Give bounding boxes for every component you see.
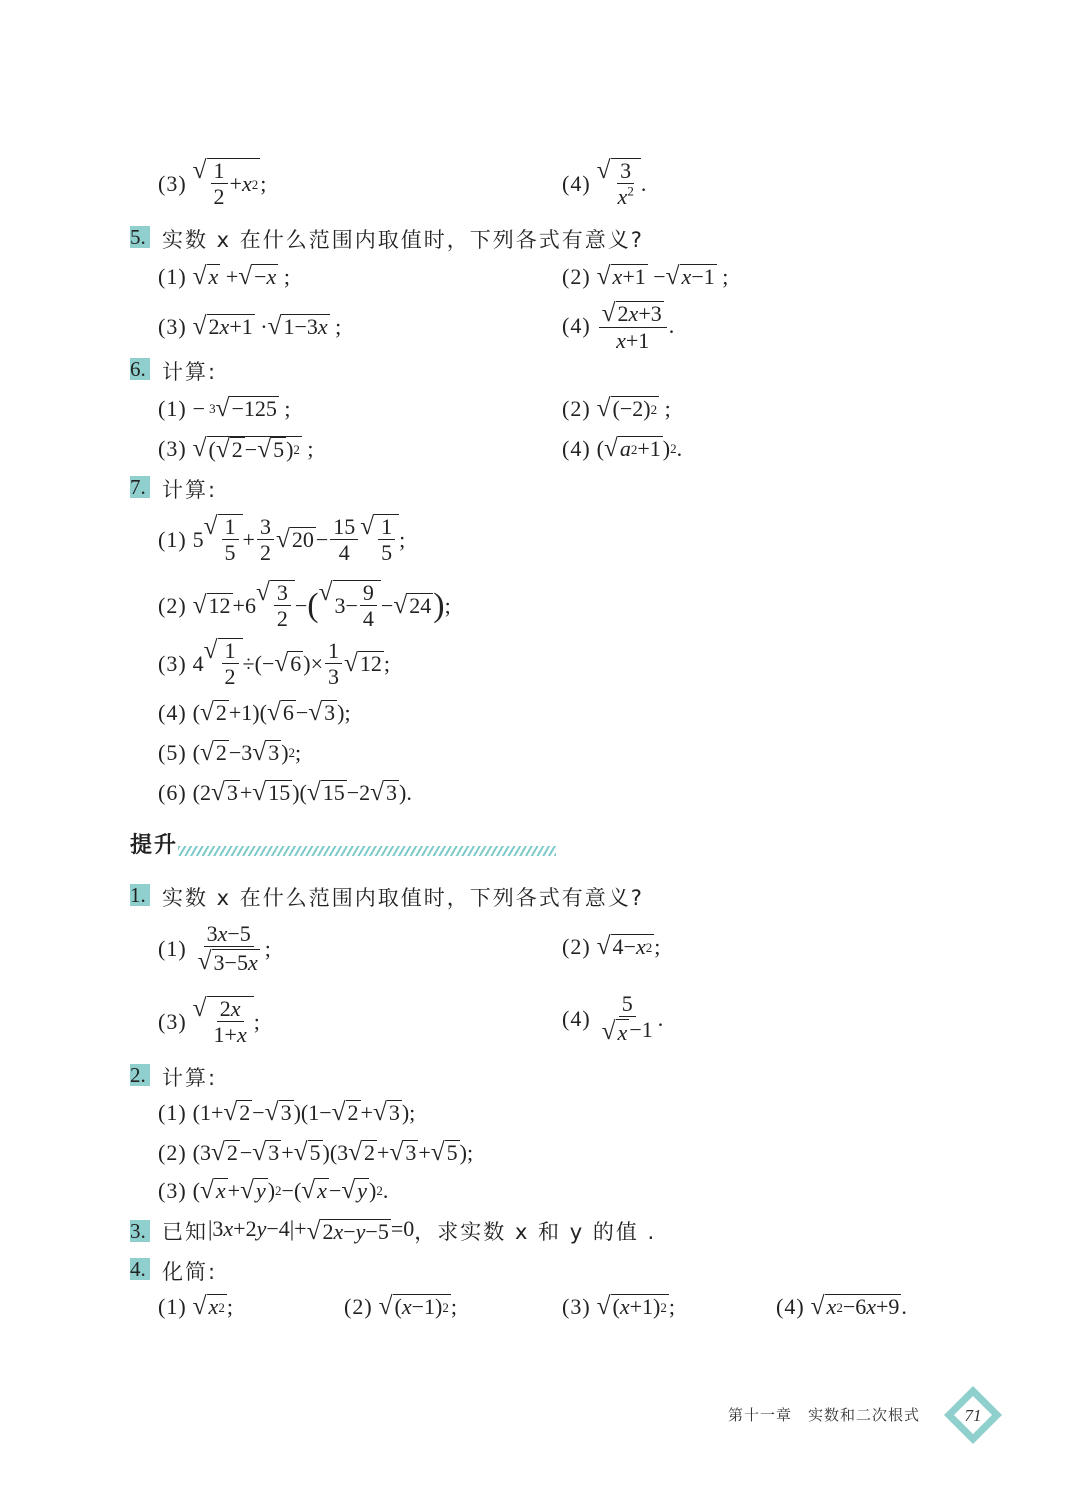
question-prompt: 计算: [162, 360, 218, 384]
chapter-title: 第十一章 实数和二次根式 [728, 1406, 921, 1424]
q7-part-5: (5) ( √ 2 −3 √ 3 ) 2 ; [158, 738, 302, 766]
page-number-badge [942, 1384, 1004, 1446]
q6-part-4: (4) ( √ a 2 +1 ) 2 . [562, 434, 683, 462]
q7-part-4: (4) ( √ 2 +1)( √ 6 − √ 3 ); [158, 698, 351, 726]
q5-part-2: (2) √ x +1 − √ x −1 ; [562, 262, 729, 290]
t1-part-4: (4) 5 √ x −1 . [562, 991, 664, 1045]
q7-part-2: (2) √ 12 +6 √ 3 2 − ( √ 3− 9 4 − √ 24 ) ; [158, 578, 451, 632]
section-header [130, 828, 178, 860]
question-number: 1. [130, 884, 150, 906]
question-number: 5. [130, 226, 150, 248]
question-prompt: 计算: [162, 1066, 218, 1090]
q7-part-1: (1) 5 √ 1 5 + 3 2 √ 20 − 15 4 √ 1 5 ; [158, 512, 406, 566]
t1-part-3: (3) √ 2x 1+x ; [158, 994, 260, 1048]
q6-part-3: (3) √ ( √ 2 − √ 5 ) 2 ; [158, 434, 314, 463]
t2-part-3: (3) ( √ x + √ y ) 2 −( √ x − √ y ) 2 . [158, 1176, 389, 1204]
question-prompt: 计算: [162, 478, 218, 502]
t4-part-4: (4) √ x 2 −6 x +9 . [776, 1292, 907, 1320]
q5-part-3: (3) √ 2 x +1 · √ 1−3 x ; [158, 312, 342, 340]
q4-part-4: (4) √ 3 $x^2$ . [562, 156, 647, 210]
question-number: 3. [130, 1220, 150, 1242]
question-number: 6. [130, 358, 150, 380]
t4-part-2: (2) √ ( x −1) 2 ; [344, 1292, 457, 1320]
t2-part-2: (2) (3 √ 2 − √ 3 + √ 5 )(3 √ 2 + √ 3 + √ 5 ); [158, 1138, 474, 1166]
question-prompt: 已知 |3x+2y−4|+ √ 2 x − y −5 =0 ，求实数 x 和 y 的值 . [162, 1216, 657, 1245]
question-number: 4. [130, 1258, 150, 1280]
section-title: 提升 [130, 833, 179, 858]
question-prompt: 实数 x 在什么范围内取值时，下列各式有意义? [162, 228, 644, 252]
t2-part-1: (1) (1+ √ 2 − √ 3 )(1− √ 2 + √ 3 ); [158, 1098, 416, 1126]
q5-part-1: (1) √ x + √ − x ; [158, 262, 290, 290]
t1-part-1: (1) 3x−5 √ 3−5 x ; [158, 921, 271, 975]
t4-part-1: (1) √ x 2 ; [158, 1292, 233, 1320]
q6-part-2: (2) √ (−2) 2 ; [562, 394, 671, 422]
question-number: 7. [130, 476, 150, 498]
q5-part-4: (4) √ 2 x +3 x+1 . [562, 299, 675, 353]
question-prompt: 化简: [162, 1260, 218, 1284]
section-hatch [178, 846, 556, 856]
q7-part-6: (6) (2 √ 3 + √ 15 )( √ 15 −2 √ 3 ). [158, 778, 412, 806]
t1-part-2: (2) √ 4− x 2 ; [562, 932, 661, 960]
q7-part-3: (3) 4 √ 1 2 ÷(− √ 6 )× 1 3 √ 12 ; [158, 636, 390, 690]
q6-part-1: (1) − 3 √ −125 ; [158, 394, 291, 422]
question-number: 2. [130, 1064, 150, 1086]
t4-part-3: (3) √ ( x +1) 2 ; [562, 1292, 675, 1320]
question-prompt: 实数 x 在什么范围内取值时，下列各式有意义? [162, 886, 644, 910]
page-number: 71 [964, 1406, 982, 1425]
q4-part-3: (3) √ 1 2 + x 2 ; [158, 156, 267, 210]
